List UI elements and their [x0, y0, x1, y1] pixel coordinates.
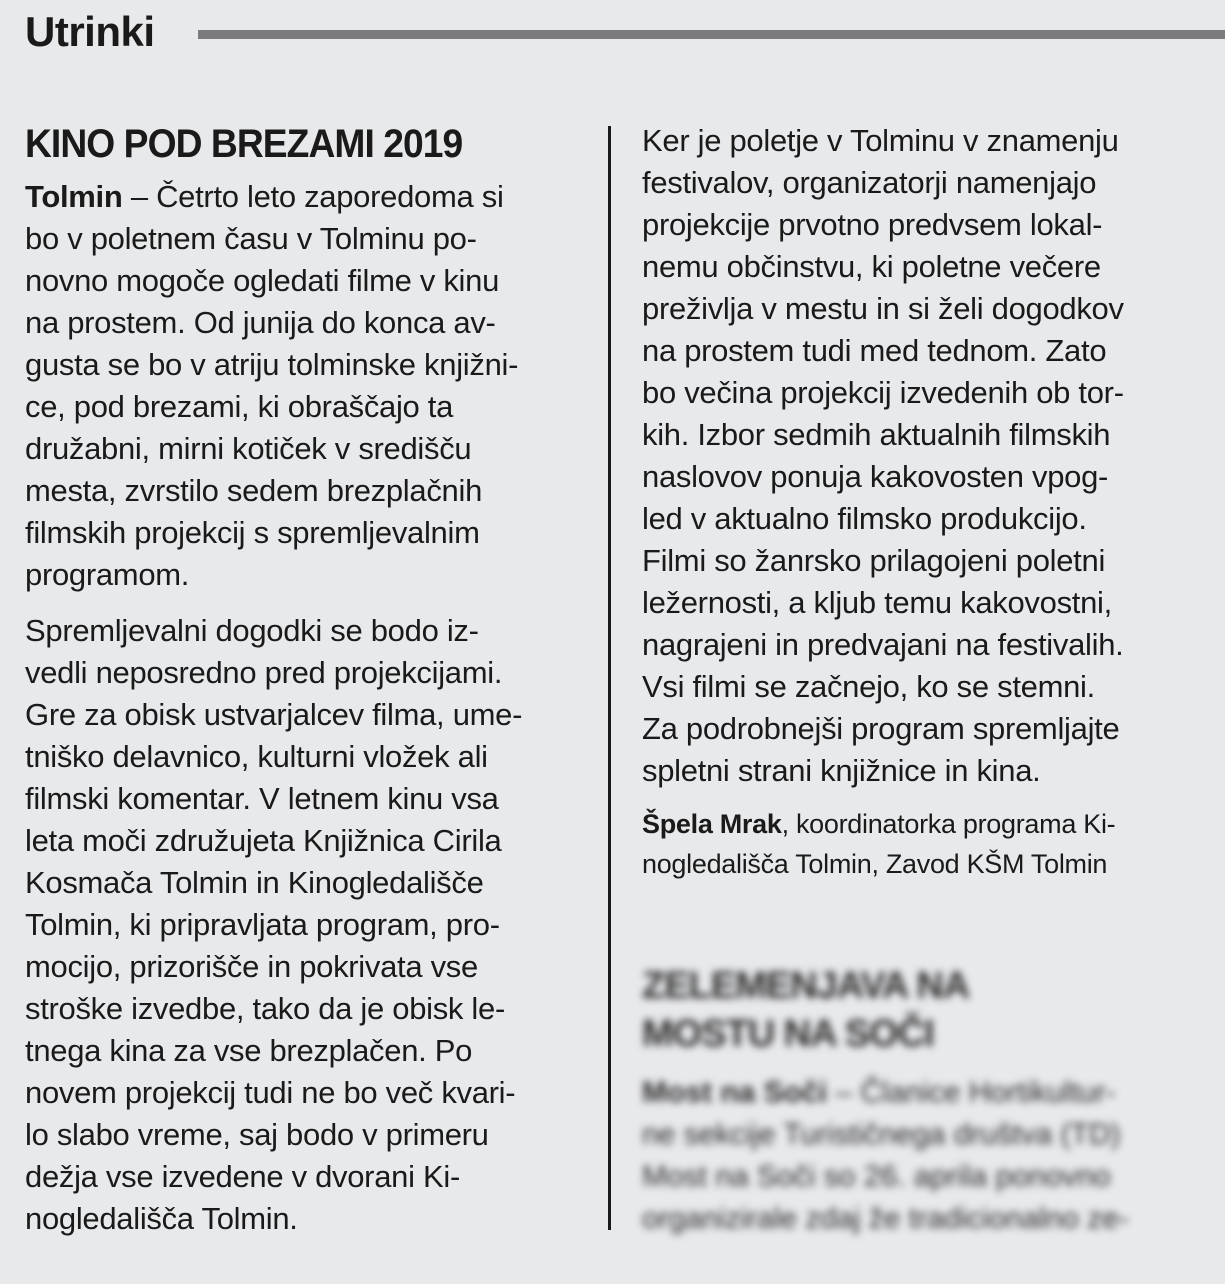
author-role: , koordinatorka programa Ki-	[781, 809, 1116, 839]
lead-text: – Članice Hortikultur-	[827, 1076, 1116, 1109]
section-rule	[198, 30, 1225, 39]
headline-line: ZELEMENJAVA NA	[642, 965, 970, 1007]
article-column-left	[25, 120, 593, 1240]
next-article-preview	[642, 962, 1202, 1240]
article-headline: KINO POD BREZAMI 2019	[25, 122, 463, 166]
lead-line: organizirale zdaj že tradicionalno ze-	[642, 1202, 1129, 1235]
paragraph-line: ce, pod brezami, ki obraščajo ta	[25, 389, 454, 424]
column-divider	[608, 126, 611, 1230]
paragraph-line: kih. Izbor sedmih aktualnih filmskih	[642, 417, 1111, 452]
dateline-separator: –	[122, 179, 157, 214]
paragraph-line: filmski komentar. V letnem kinu vsa	[25, 781, 499, 816]
paragraph-line: gusta se bo v atriju tolminske knjižni-	[25, 347, 519, 382]
paragraph-line: led v aktualno filmsko produkcijo.	[642, 501, 1087, 536]
lead-line: ne sekcije Turističnega društva (TD)	[642, 1118, 1121, 1151]
paragraph-line: programom.	[25, 557, 190, 592]
article-column-right	[642, 120, 1202, 884]
paragraph-line: spletni strani knjižnice in kina.	[642, 753, 1041, 788]
paragraph-gap	[25, 596, 593, 610]
paragraph-line: dežja vse izvedene v dvorani Ki-	[25, 1159, 460, 1194]
paragraph-line: Filmi so žanrsko prilagojeni poletni	[642, 543, 1106, 578]
paragraph-line: Za podrobnejši program spremljajte	[642, 711, 1120, 746]
paragraph-line: projekcije prvotno predvsem lokal-	[642, 207, 1103, 242]
section-title: Utrinki	[25, 8, 155, 55]
article-paragraph-2	[25, 610, 593, 1240]
paragraph-line: tnega kina za vse brezplačen. Po	[25, 1033, 473, 1068]
paragraph-line-text: Četrto leto zaporedoma si	[156, 179, 504, 214]
paragraph-line: naslovov ponuja kakovosten vpog-	[642, 459, 1109, 494]
paragraph-line: festivalov, organizatorji namenjajo	[642, 165, 1097, 200]
paragraph-line: tniško delavnico, kulturni vložek ali	[25, 739, 488, 774]
paragraph-line	[25, 176, 593, 218]
paragraph-line: Kosmača Tolmin in Kinogledališče	[25, 865, 484, 900]
paragraph-line: mocijo, prizorišče in pokrivata vse	[25, 949, 478, 984]
article-paragraph-3	[642, 120, 1202, 792]
article-signature	[642, 804, 1202, 884]
paragraph-line: ležernosti, a kljub temu kakovostni,	[642, 585, 1112, 620]
paragraph-line: na prostem tudi med tednom. Zato	[642, 333, 1107, 368]
article-paragraph-1	[25, 176, 593, 596]
paragraph-line: nemu občinstvu, ki poletne večere	[642, 249, 1101, 284]
author-name: Špela Mrak	[642, 809, 782, 839]
paragraph-line: nogledališča Tolmin.	[25, 1201, 298, 1236]
paragraph-line: nagrajeni in predvajani na festivalih.	[642, 627, 1124, 662]
paragraph-line: vedli neposredno pred projekcijami.	[25, 655, 503, 690]
next-article-dateline: Most na Soči	[642, 1076, 828, 1109]
signature-line: nogledališča Tolmin, Zavod KŠM Tolmin	[642, 849, 1108, 879]
paragraph-line: novem projekcij tudi ne bo več kvari-	[25, 1075, 516, 1110]
signature-line	[642, 804, 1202, 844]
paragraph-line: bo večina projekcij izvedenih ob tor-	[642, 375, 1124, 410]
article-dateline: Tolmin	[25, 179, 123, 214]
next-article-lead	[642, 1072, 1202, 1240]
paragraph-line: filmskih projekcij s spremljevalnim	[25, 515, 480, 550]
paragraph-line: Spremljevalni dogodki se bodo iz-	[25, 613, 479, 648]
paragraph-line: novno mogoče ogledati filme v kinu	[25, 263, 500, 298]
lead-line: Most na Soči so 26. aprila ponovno	[642, 1160, 1111, 1193]
paragraph-line: preživlja v mestu in si želi dogodkov	[642, 291, 1124, 326]
lead-line	[642, 1072, 1202, 1114]
paragraph-line: Gre za obisk ustvarjalcev filma, ume-	[25, 697, 523, 732]
next-article-headline	[642, 962, 1202, 1058]
paragraph-line: Ker je poletje v Tolminu v znamenju	[642, 123, 1119, 158]
paragraph-line: Tolmin, ki pripravljata program, pro-	[25, 907, 500, 942]
paragraph-line: družabni, mirni kotiček v središču	[25, 431, 472, 466]
section-header	[25, 6, 1225, 58]
paragraph-line: bo v poletnem času v Tolminu po-	[25, 221, 477, 256]
paragraph-line: stroške izvedbe, tako da je obisk le-	[25, 991, 505, 1026]
paragraph-line: na prostem. Od junija do konca av-	[25, 305, 496, 340]
paragraph-line: mesta, zvrstilo sedem brezplačnih	[25, 473, 483, 508]
headline-line: MOSTU NA SOČI	[642, 1013, 934, 1055]
paragraph-line: lo slabo vreme, saj bodo v primeru	[25, 1117, 489, 1152]
paragraph-line: leta moči združujeta Knjižnica Cirila	[25, 823, 502, 858]
paragraph-line: Vsi filmi se začnejo, ko se stemni.	[642, 669, 1095, 704]
